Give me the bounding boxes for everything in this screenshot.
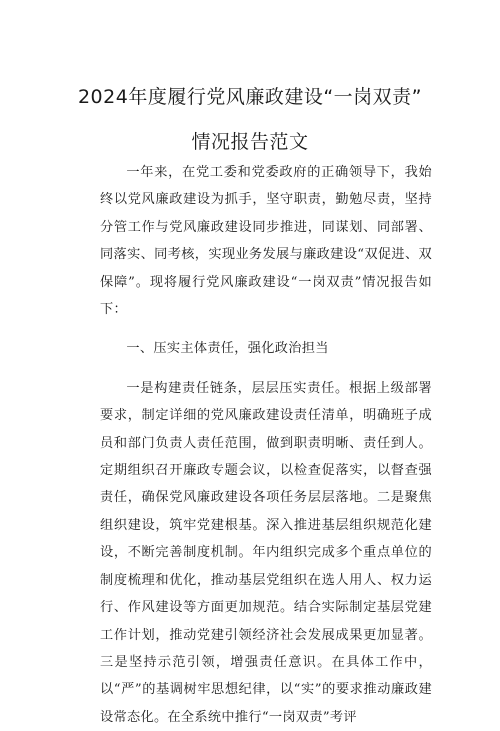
document-title-line-2: 情况报告范文 (191, 131, 309, 153)
intro-paragraph: 一年来，在党工委和党委政府的正确领导下，我始终以党风廉政建设为抓手，坚守职责，勤勉尽责，坚持分管工作与党风廉政建设同步推进，同谋划、同部署、同落实、同考核，实现业务发展与廉政建设“双促进、双保障”。现将履行党风廉政建设“一岗双责”情况报告如下： (100, 165, 432, 318)
section-1-paragraph: 一是构建责任链条，层层压实责任。根据上级部署要求，制定详细的党风廉政建设责任清单，明确班子成员和部门负责人责任范围，做到职责明晰、责任到人。定期组织召开廉政专题会议，以检查促落实，以督查强责任，确保党风廉政建设各项任务层层落地。二是聚焦组织建设，筑牢党建根基。深入推进基层组织规范化建设，不断完善制度机制。年内组织完成多个重点单位的制度梳理和优化，推动基层党组织在选人用人、权力运行、作风建设等方面更加规范。结合实际制定基层党建工作计划，推动党建引领经济社会发展成果更加显著。三是坚持示范引领，增强责任意识。在具体工作中，以“严”的基调树牢思想纪律，以“实”的要求推动廉政建设常态化。在全系统中推行“一岗双责”考评 (100, 380, 432, 725)
document-body (100, 159, 432, 731)
document-title-line-1: 2024年度履行党风廉政建设“一岗双责” (77, 86, 423, 108)
section-1-heading: 一、压实主体责任，强化政治担当 (126, 341, 329, 357)
